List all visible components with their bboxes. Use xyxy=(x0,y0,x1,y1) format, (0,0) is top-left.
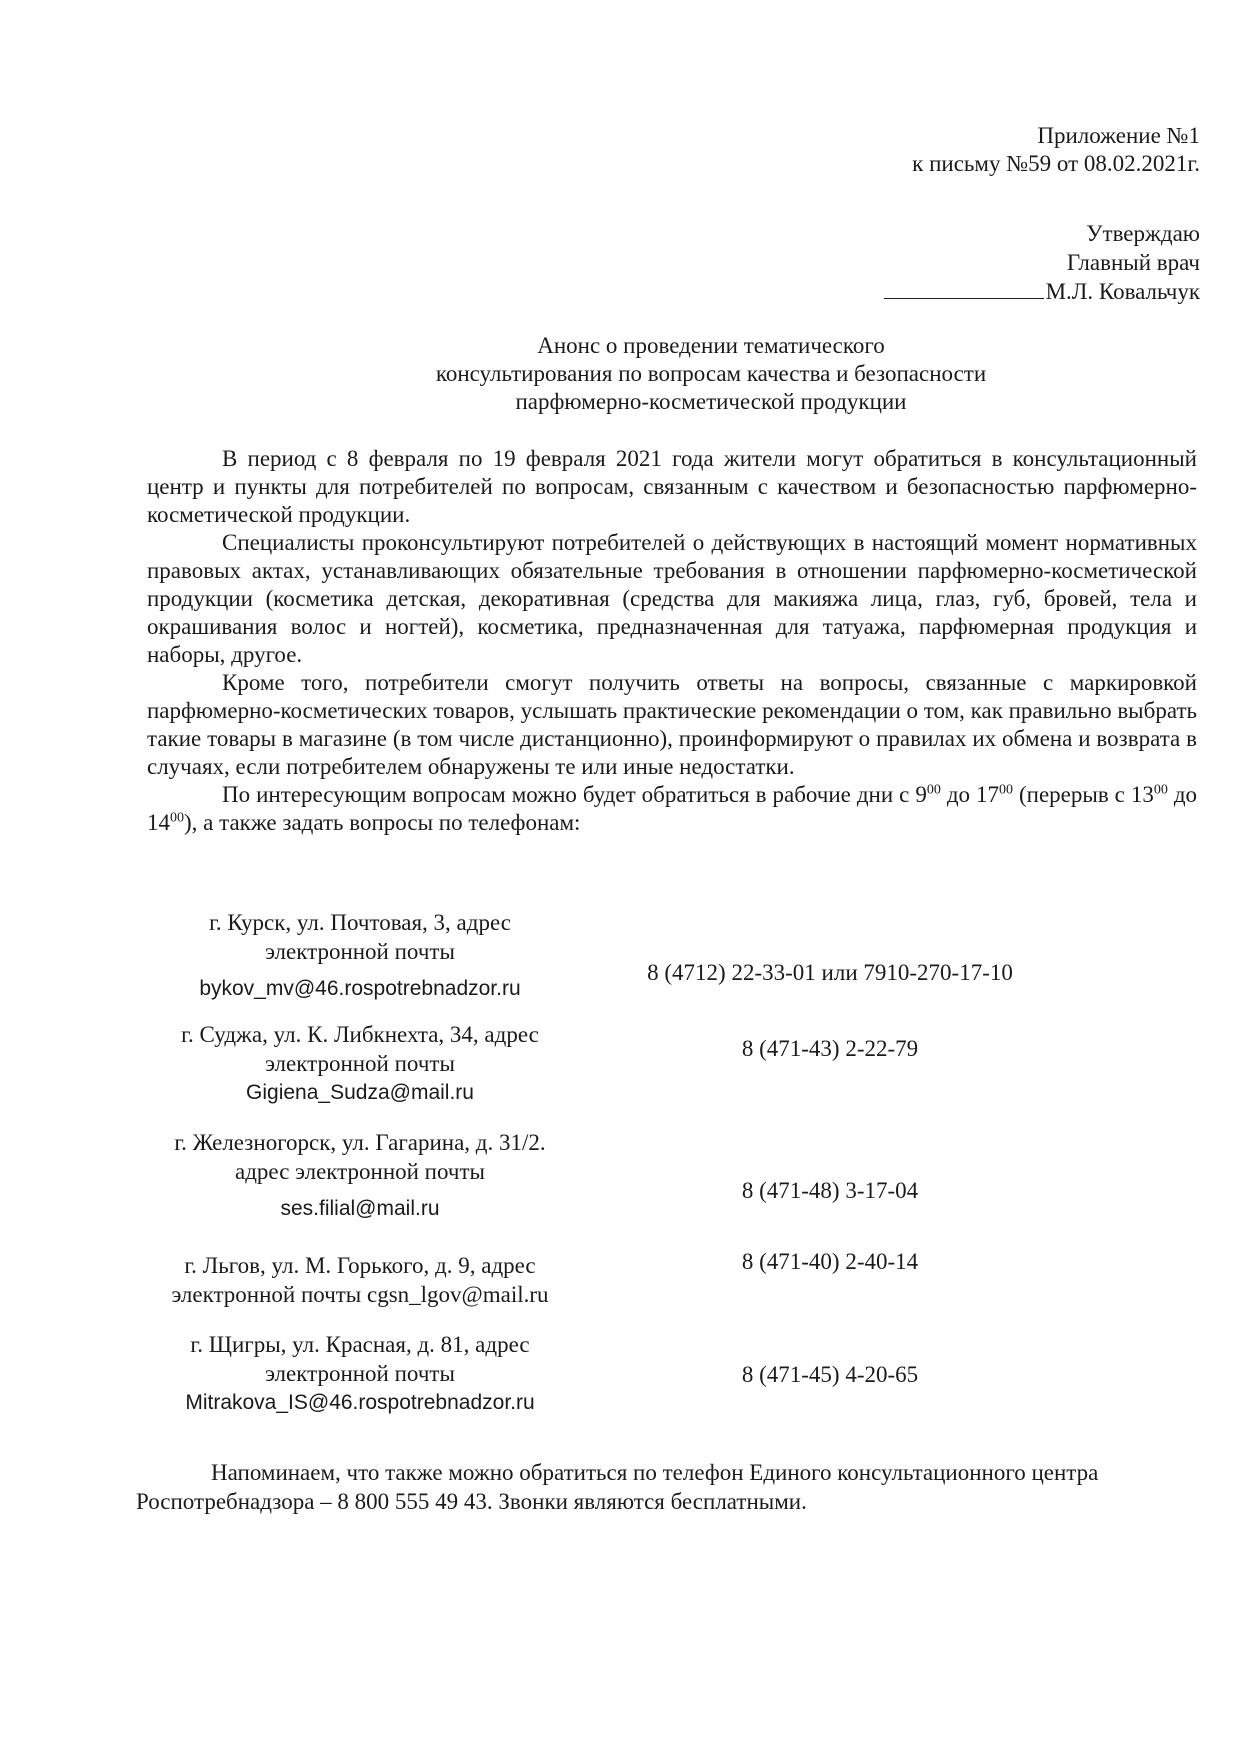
address-line: г. Льгов, ул. М. Горького, д. 9, адрес xyxy=(184,1253,536,1278)
title-line: парфюмерно-косметической продукции xyxy=(515,389,907,414)
document-title xyxy=(150,332,1240,416)
hours-text: (перерыв с 13 xyxy=(1013,782,1154,807)
hours-superscript: 00 xyxy=(170,810,184,826)
reminder-paragraph xyxy=(136,1458,1216,1516)
contact-address xyxy=(150,1020,570,1107)
contact-address xyxy=(150,1251,570,1309)
approver-position: Главный врач xyxy=(1066,250,1200,275)
address-line: г. Железногорск, ул. Гагарина, д. 31/2. xyxy=(174,1130,546,1155)
address-line: г. Суджа, ул. К. Либкнехта, 34, адрес xyxy=(181,1022,539,1047)
contact-address xyxy=(150,908,570,1003)
reminder-text: Напоминаем, что также можно обратиться по телефон Единого консультационного центра Роспотребнадзора – 8 800 555 49 43. Звонки являются бесплатными. xyxy=(136,1460,1099,1514)
paragraph-hours xyxy=(147,781,1197,837)
hours-text: до 17 xyxy=(940,782,999,807)
address-line: г. Курск, ул. Почтовая, 3, адрес xyxy=(209,910,511,935)
paragraph-labeling: Кроме того, потребители смогут получить ответы на вопросы, связанные с маркировкой парфюмерно-косметических товаров, услышать практические рекомендации о том, как правильно выбрать такие товары в магазине (в том числе дистанционно), проинформируют о правилах их обмена и возврата в случаях, если потребителем обнаружены те или иные недостатки. xyxy=(147,670,1197,779)
letter-reference: к письму №59 от 08.02.2021г. xyxy=(912,151,1200,176)
email-address: Gigiena_Sudza@mail.ru xyxy=(246,1081,474,1104)
hours-superscript: 00 xyxy=(1153,782,1168,798)
email-address: bykov_mv@46.rospotrebnadzor.ru xyxy=(199,977,521,1000)
paragraph-period: В период с 8 февраля по 19 февраля 2021 года жители могут обратиться в консультационный центр и пункты для потребителей по вопросам, связанным с качеством и безопасностью парфюмерно-косметической продукции. xyxy=(147,446,1197,527)
approver-signature-line xyxy=(884,278,1200,306)
hours-text: ), а также задать вопросы по телефонам: xyxy=(184,810,581,835)
hours-text: По интересующим вопросам можно будет обратиться в рабочие дни с 9 xyxy=(222,782,927,807)
contact-address xyxy=(150,1128,570,1223)
announcement-body xyxy=(147,445,1197,837)
address-line: электронной почты xyxy=(265,1361,455,1386)
hours-text: до 14 xyxy=(147,782,1198,835)
email-address: ses.filial@mail.ru xyxy=(280,1197,440,1220)
phone-number: 8 (471-43) 2-22-79 xyxy=(741,1036,919,1061)
hours-superscript: 00 xyxy=(926,782,941,798)
paragraph-specialists: Специалисты проконсультируют потребителей о действующих в настоящий момент нормативных правовых актах, устанавливающих обязательные требования в отношении парфюмерно-косметической продукции (косметика детская, декоративная (средства для макияжа лица, глаз, губ, бровей, тела и окрашивания волос и ногтей), косметика, предназначенная для татуажа, парфюмерная продукция и наборы, другое. xyxy=(147,530,1197,667)
email-address: Mitrakova_IS@46.rospotrebnadzor.ru xyxy=(185,1391,535,1414)
phone-number: 8 (4712) 22-33-01 или 7910-270-17-10 xyxy=(647,960,1013,985)
title-line: Анонс о проведении тематического xyxy=(537,333,885,358)
approver-name: М.Л. Ковальчук xyxy=(1045,279,1200,304)
appendix-label: Приложение №1 xyxy=(1037,123,1200,148)
approval-label: Утверждаю xyxy=(1086,221,1200,246)
address-line: электронной почты xyxy=(265,1051,455,1076)
phone-number: 8 (471-40) 2-40-14 xyxy=(741,1249,919,1274)
phone-number: 8 (471-45) 4-20-65 xyxy=(741,1362,919,1387)
address-line: электронной почты cgsn_lgov@mail.ru xyxy=(171,1282,549,1307)
address-line: г. Щигры, ул. Красная, д. 81, адрес xyxy=(190,1332,530,1357)
address-line: адрес электронной почты xyxy=(235,1159,485,1184)
address-line: электронной почты xyxy=(265,939,455,964)
phone-number: 8 (471-48) 3-17-04 xyxy=(741,1178,919,1203)
hours-superscript: 00 xyxy=(999,782,1013,798)
contact-address xyxy=(150,1330,570,1417)
title-line: консультирования по вопросам качества и безопасности xyxy=(435,361,987,386)
signature-line xyxy=(884,278,1044,299)
